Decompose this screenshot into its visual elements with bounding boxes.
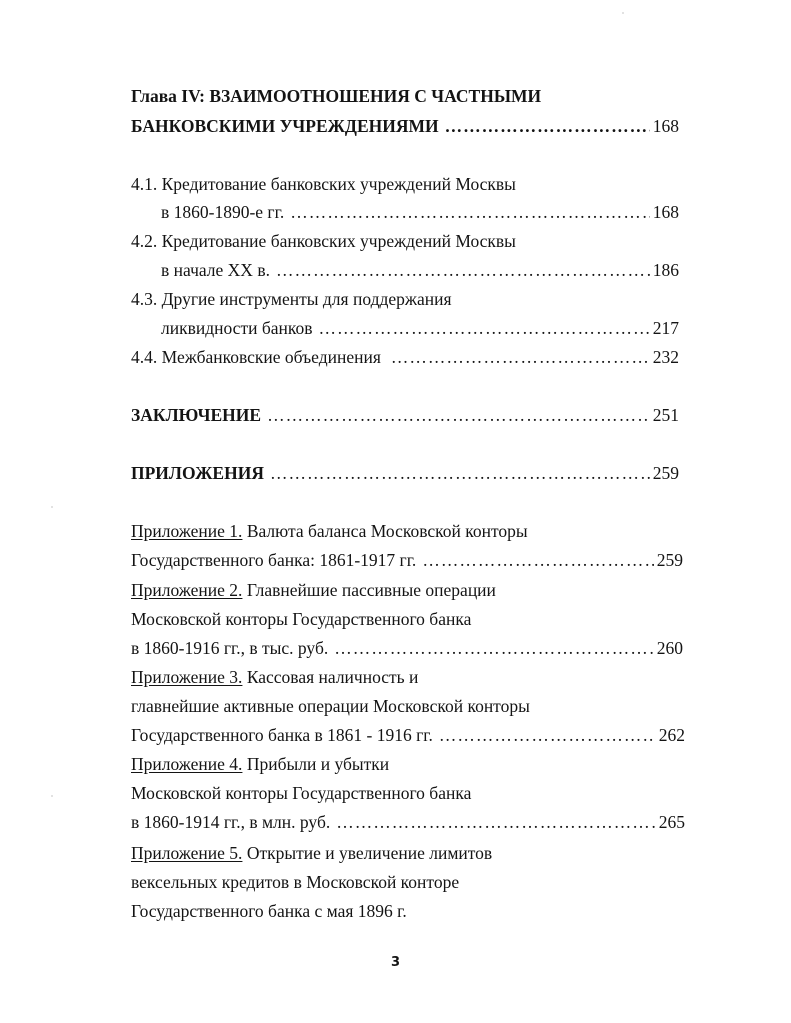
appendix-5-line-3: Государственного банка с мая 1896 г. <box>131 901 407 921</box>
chapter-title-line-2: БАНКОВСКИМИ УЧРЕЖДЕНИЯМИ <box>131 116 439 136</box>
dot-leader <box>439 724 656 746</box>
appendix-1-label[interactable]: Приложение 1. <box>131 521 243 541</box>
conclusion-title: ЗАКЛЮЧЕНИЕ <box>131 405 262 425</box>
toc-entry-section-4-3[interactable] <box>161 317 679 339</box>
dot-leader <box>336 811 656 833</box>
section-4-2-title: 4.2. Кредитование банковских учреждений Москвы <box>131 231 516 251</box>
dot-leader <box>422 549 653 571</box>
scan-speck <box>51 506 53 508</box>
appendix-2-line-1 <box>131 579 791 601</box>
appendix-3-text: Кассовая наличность и <box>246 667 419 687</box>
toc-entry-section-4-4[interactable] <box>131 346 679 368</box>
appendix-1-line-2: Государственного банка: 1861-1917 гг. <box>131 550 417 570</box>
appendix-2-label[interactable]: Приложение 2. <box>131 580 243 600</box>
dot-leader <box>334 637 654 659</box>
appendices-title: ПРИЛОЖЕНИЯ <box>131 463 264 483</box>
appendix-4-line-2: Московской конторы Государственного банка <box>131 783 472 803</box>
dot-leader <box>319 317 650 339</box>
dot-leader <box>267 404 650 426</box>
toc-entry-section-4-1[interactable] <box>161 201 679 223</box>
page-ref: 186 <box>652 260 679 280</box>
scan-speck <box>51 795 53 797</box>
appendix-4-label[interactable]: Приложение 4. <box>131 754 243 774</box>
dot-leader <box>391 346 650 368</box>
section-4-4-title: 4.4. Межбанковские объединения <box>131 347 381 367</box>
toc-entry-appendix-2[interactable] <box>131 637 683 659</box>
page-ref: 217 <box>652 318 679 338</box>
dot-leader <box>276 259 650 281</box>
appendix-2-line-3: в 1860-1916 гг., в тыс. руб. <box>131 638 329 658</box>
appendix-5-label[interactable]: Приложение 5. <box>131 843 243 863</box>
dot-leader <box>445 115 650 137</box>
chapter-title-line-1: Глава IV: ВЗАИМООТНОШЕНИЯ С ЧАСТНЫМИ <box>131 86 542 106</box>
section-4-3-title: 4.3. Другие инструменты для поддержания <box>131 289 452 309</box>
scan-speck <box>622 12 624 14</box>
toc-entry-appendices[interactable] <box>131 462 679 484</box>
page-ref: 265 <box>658 812 685 832</box>
dot-leader <box>290 201 650 223</box>
appendix-4-line-3: в 1860-1914 гг., в млн. руб. <box>131 812 331 832</box>
appendix-5-line-2: вексельных кредитов в Московской конторе <box>131 872 460 892</box>
appendix-2-line-2: Московской конторы Государственного банка <box>131 609 472 629</box>
toc-entry-appendix-3[interactable] <box>131 724 685 746</box>
appendix-4-text: Прибыли и убытки <box>246 754 390 774</box>
appendix-5-text: Открытие и увеличение лимитов <box>246 843 493 863</box>
section-4-2-subtitle: в начале XX в. <box>161 260 270 280</box>
section-4-3-subtitle: ликвидности банков <box>161 318 313 338</box>
page-number: 3 <box>390 955 401 970</box>
section-4-1-title: 4.1. Кредитование банковских учреждений Москвы <box>131 174 516 194</box>
toc-entry-appendix-1[interactable] <box>131 549 683 571</box>
page-ref: 251 <box>652 405 679 425</box>
appendix-4-line-1 <box>131 753 791 775</box>
appendix-5-line-1 <box>131 842 791 864</box>
appendix-3-label[interactable]: Приложение 3. <box>131 667 243 687</box>
toc-entry-conclusion[interactable] <box>131 404 679 426</box>
appendix-3-line-3: Государственного банка в 1861 - 1916 гг. <box>131 725 433 745</box>
toc-entry-appendix-4[interactable] <box>131 811 685 833</box>
page-ref: 168 <box>652 116 679 136</box>
appendix-3-line-1 <box>131 666 791 688</box>
appendix-1-text: Валюта баланса Московской конторы <box>246 521 528 541</box>
page-ref: 262 <box>658 725 685 745</box>
section-4-1-subtitle: в 1860-1890-е гг. <box>161 202 285 222</box>
page-ref: 168 <box>652 202 679 222</box>
appendix-1-line-1 <box>131 520 791 542</box>
appendix-2-text: Главнейшие пассивные операции <box>246 580 496 600</box>
dot-leader <box>270 462 650 484</box>
appendix-3-line-2: главнейшие активные операции Московской конторы <box>131 696 530 716</box>
page-ref: 259 <box>656 550 683 570</box>
page-ref: 232 <box>652 347 679 367</box>
toc-entry-section-4-2[interactable] <box>161 259 679 281</box>
page-ref: 259 <box>652 463 679 483</box>
page-ref: 260 <box>656 638 683 658</box>
toc-entry-chapter-4[interactable] <box>131 115 679 137</box>
